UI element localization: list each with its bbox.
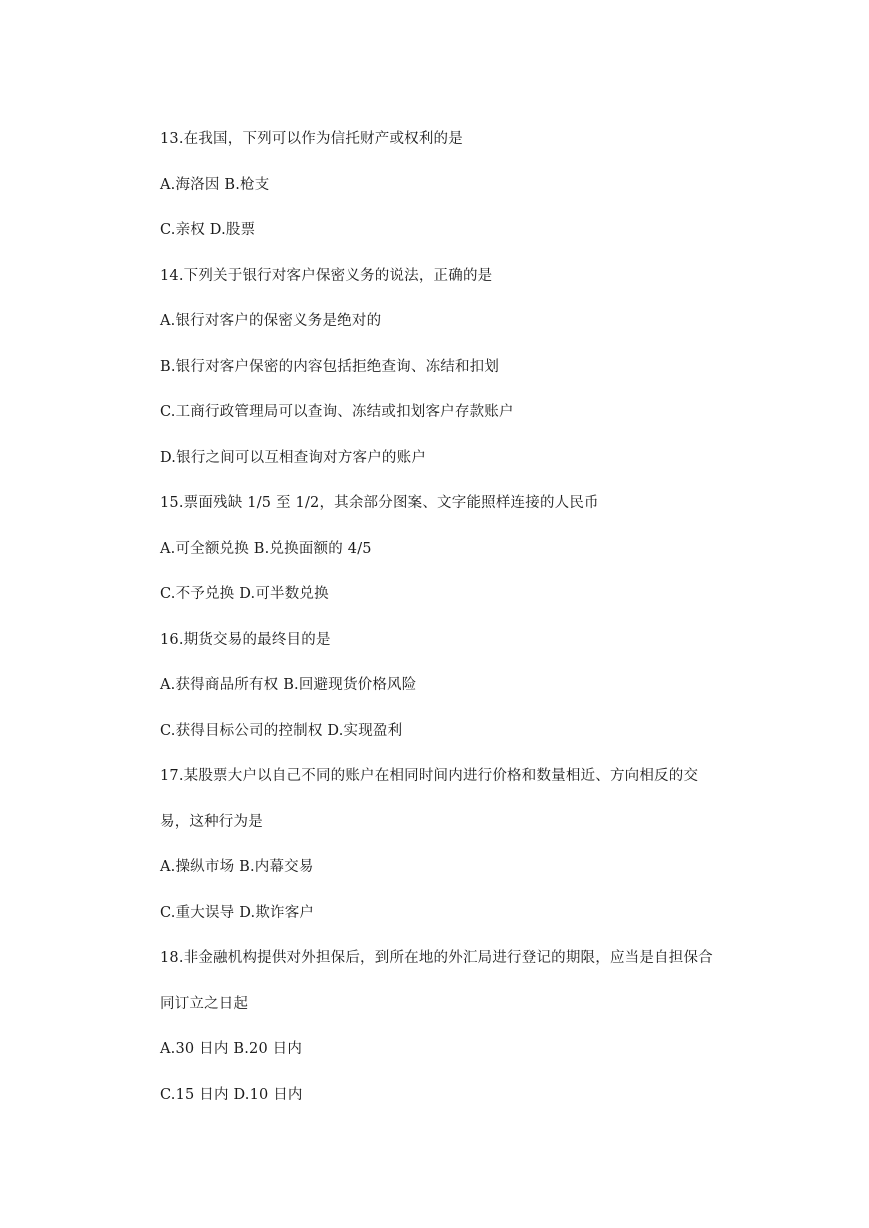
question-18-option-line-2: C.15 日内 D.10 日内 <box>160 1087 303 1103</box>
question-15-option-line-2: C.不予兑换 D.可半数兑换 <box>160 586 329 602</box>
question-14-option-a: A.银行对客户的保密义务是绝对的 <box>160 313 382 329</box>
question-18-stem-line-1: 18.非金融机构提供对外担保后，到所在地的外汇局进行登记的期限，应当是自担保合 <box>160 950 713 966</box>
question-14-option-d: D.银行之间可以互相查询对方客户的账户 <box>160 450 427 466</box>
question-13-option-line-2: C.亲权 D.股票 <box>160 222 256 238</box>
question-16-option-line-1: A.获得商品所有权 B.回避现货价格风险 <box>160 677 417 693</box>
question-13-option-line-1: A.海洛因 B.枪支 <box>160 177 270 193</box>
question-18-stem-line-2: 同订立之日起 <box>160 996 249 1012</box>
question-16-stem: 16.期货交易的最终目的是 <box>160 632 331 648</box>
question-15-option-line-1: A.可全额兑换 B.兑换面额的 4/5 <box>160 541 372 557</box>
question-16-option-line-2: C.获得目标公司的控制权 D.实现盈利 <box>160 723 403 739</box>
question-18-option-line-1: A.30 日内 B.20 日内 <box>160 1041 303 1057</box>
question-14-option-b: B.银行对客户保密的内容包括拒绝查询、冻结和扣划 <box>160 359 500 375</box>
question-17-option-line-1: A.操纵市场 B.内幕交易 <box>160 859 314 875</box>
question-14-option-c: C.工商行政管理局可以查询、冻结或扣划客户存款账户 <box>160 404 514 420</box>
question-17-stem-line-2: 易，这种行为是 <box>160 814 263 830</box>
question-14-stem: 14.下列关于银行对客户保密义务的说法，正确的是 <box>160 268 493 284</box>
question-17-stem-line-1: 17.某股票大户以自己不同的账户在相同时间内进行价格和数量相近、方向相反的交 <box>160 768 699 784</box>
question-13-stem: 13.在我国，下列可以作为信托财产或权利的是 <box>160 131 463 147</box>
question-17-option-line-2: C.重大误导 D.欺诈客户 <box>160 905 315 921</box>
question-15-stem: 15.票面残缺 1/5 至 1/2，其余部分图案、文字能照样连接的人民币 <box>160 495 599 511</box>
